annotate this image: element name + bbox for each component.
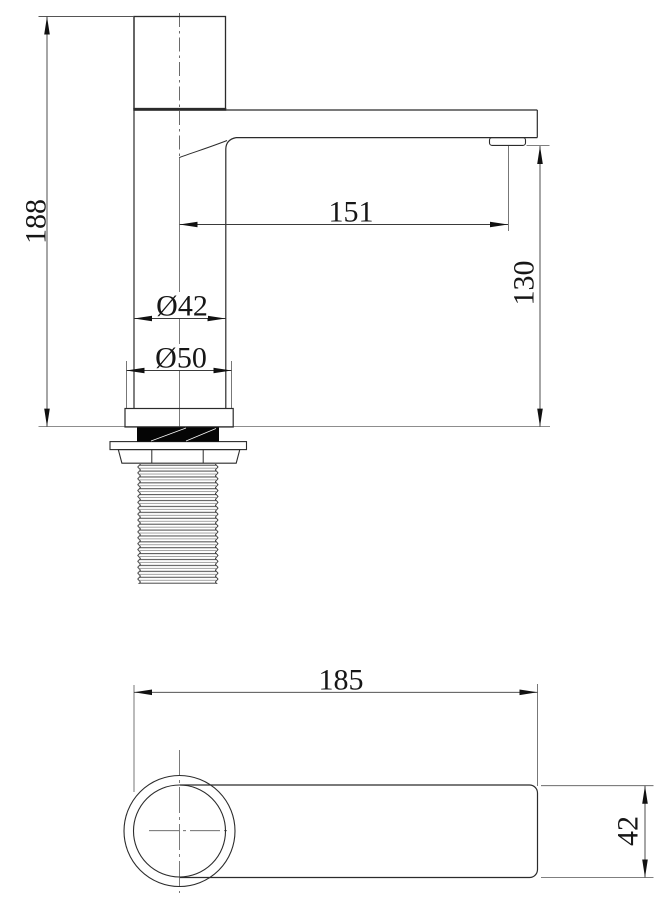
dim-text-42: 42 — [611, 816, 645, 846]
dim-text-185: 185 — [318, 663, 364, 697]
dim-text-151: 151 — [328, 195, 374, 229]
dim-text-130: 130 — [507, 260, 541, 306]
dim-text-188: 188 — [19, 199, 53, 244]
rubber-gasket — [137, 427, 219, 441]
threaded-shank — [137, 464, 218, 584]
dim-text-dia42: Ø42 — [156, 289, 208, 323]
dim-text-dia50: Ø50 — [155, 341, 207, 375]
gasket-group — [137, 427, 219, 441]
